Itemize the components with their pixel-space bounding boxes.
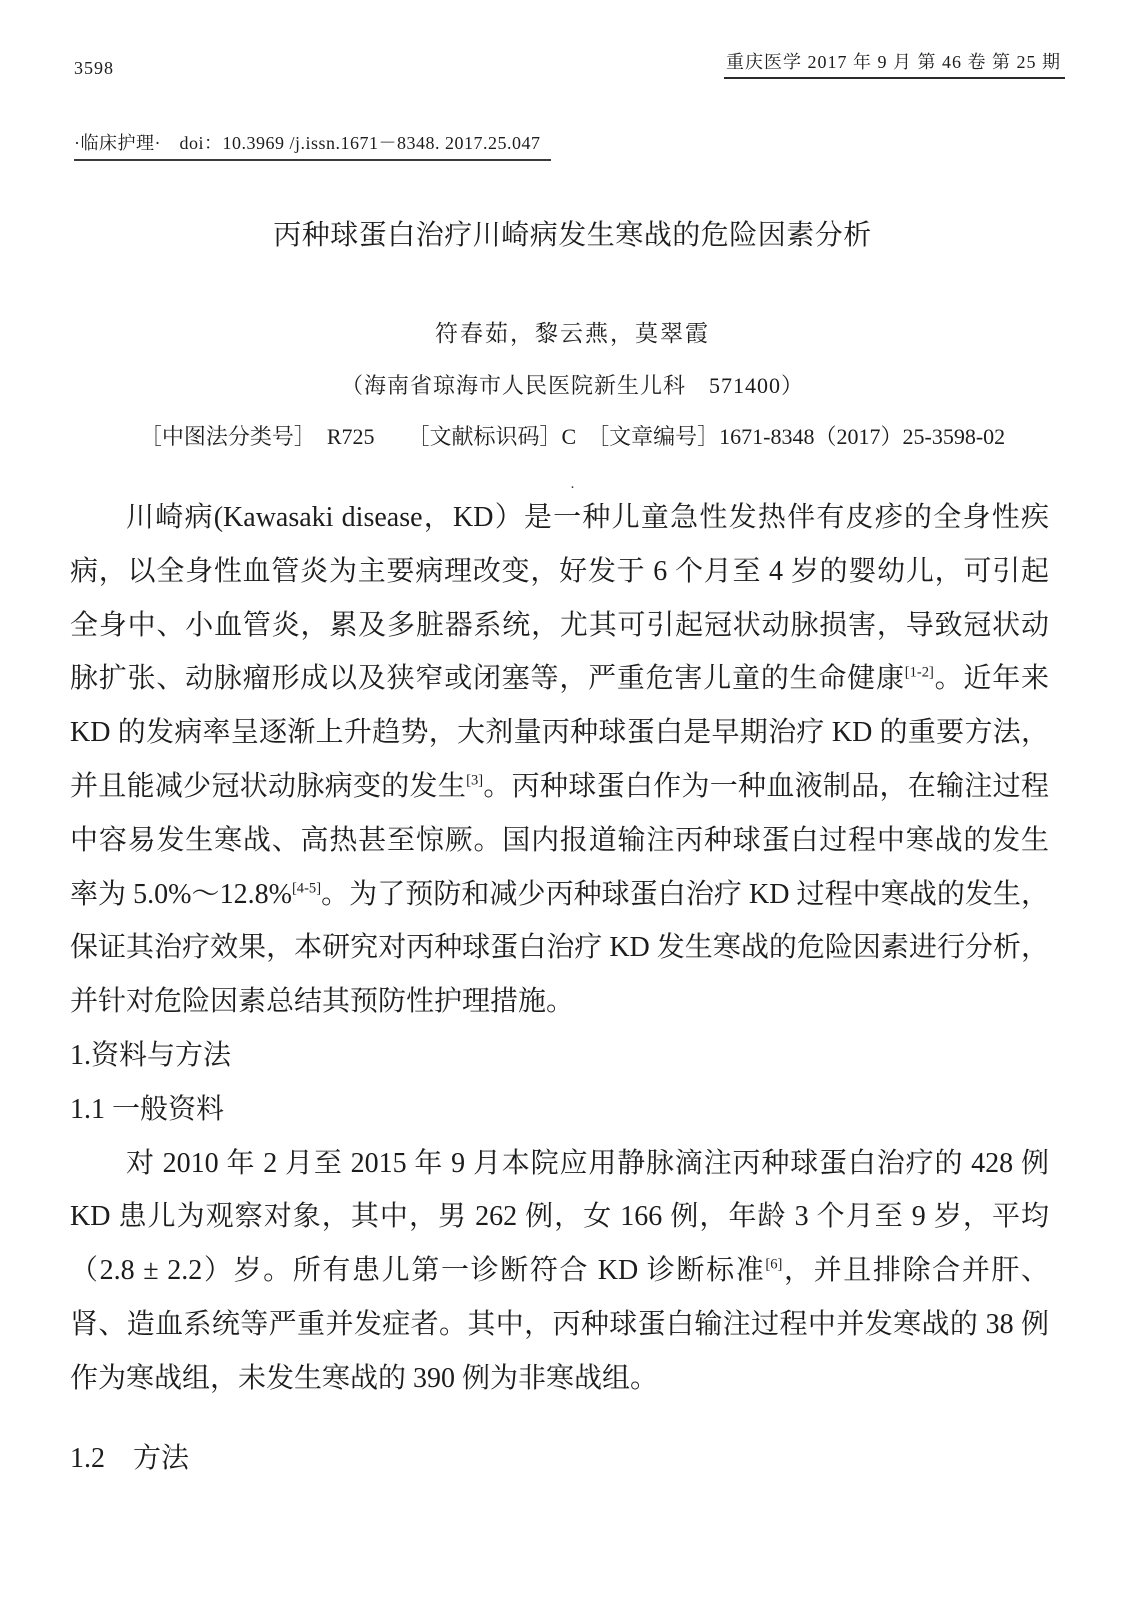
- affiliation-line: （海南省琼海市人民医院新生儿科 571400）: [340, 373, 804, 398]
- reference-superscript: [3]: [466, 772, 484, 789]
- section-heading: 1.2 方法: [70, 1442, 190, 1474]
- reference-superscript: [4-5]: [291, 880, 322, 897]
- journal-issue-line: 重庆医学 2017 年 9 月 第 46 卷 第 25 期: [724, 48, 1065, 79]
- stray-dot-mark: .: [570, 476, 575, 492]
- authors-line: 符春茹，黎云燕，莫翠霞: [435, 321, 710, 346]
- body-paragraph: 对 2010 年 2 月至 2015 年 9 月本院应用静脉滴注丙种球蛋白治疗的 428 例 KD 患儿为观察对象，其中，男 262 例，女 166 例，年龄 3 个月至 9 岁，平均（2.8 ± 2.2）岁。所有患儿第一诊断符合 KD 诊断标准[6]，并且排除合并肝、肾、造血系统等严重并发症者。其中，丙种球蛋白输注过程中并发寒战的 38 例作为寒战组，未发生寒战的 390 例为非寒战组。: [70, 1147, 1049, 1394]
- article-body: [70, 491, 1049, 1485]
- section-heading: 1.资料与方法: [70, 1039, 232, 1071]
- page-header: [0, 0, 1145, 79]
- page-number: 3598: [74, 58, 114, 78]
- body-paragraph: 川崎病(Kawasaki disease，KD）是一种儿童急性发热伴有皮疹的全身性疾病，以全身性血管炎为主要病理改变，好发于 6 个月至 4 岁的婴幼儿，可引起全身中、小血管炎，累及多脏器系统，尤其可引起冠状动脉损害，导致冠状动脉扩张、动脉瘤形成以及狭窄或闭塞等，严重危害儿童的生命健康[1-2]。近年来 KD 的发病率呈逐渐上升趋势，大剂量丙种球蛋白是早期治疗 KD 的重要方法，并且能减少冠状动脉病变的发生[3]。丙种球蛋白作为一种血液制品，在输注过程中容易发生寒战、高热甚至惊厥。国内报道输注丙种球蛋白过程中寒战的发生率为 5.0%～12.8%[4-5]。为了预防和减少丙种球蛋白治疗 KD 过程中寒战的发生，保证其治疗效果，本研究对丙种球蛋白治疗 KD 发生寒战的危险因素进行分析，并针对危险因素总结其预防性护理措施。: [70, 502, 1049, 1018]
- reference-superscript: [1-2]: [904, 665, 934, 682]
- doi-row: [0, 129, 1145, 161]
- column-doi-line: ·临床护理· doi：10.3969 /j.issn.1671－8348. 2017.25.047: [74, 129, 551, 161]
- classification-line: ［中图法分类号］ R725 ［文献标识码］C ［文章编号］1671-8348（2017）25-3598-02: [139, 424, 1006, 449]
- article-title: 丙种球蛋白治疗川崎病发生寒战的危险因素分析: [273, 220, 872, 251]
- section-heading: 1.1 一般资料: [70, 1093, 225, 1125]
- reference-superscript: [6]: [765, 1256, 783, 1273]
